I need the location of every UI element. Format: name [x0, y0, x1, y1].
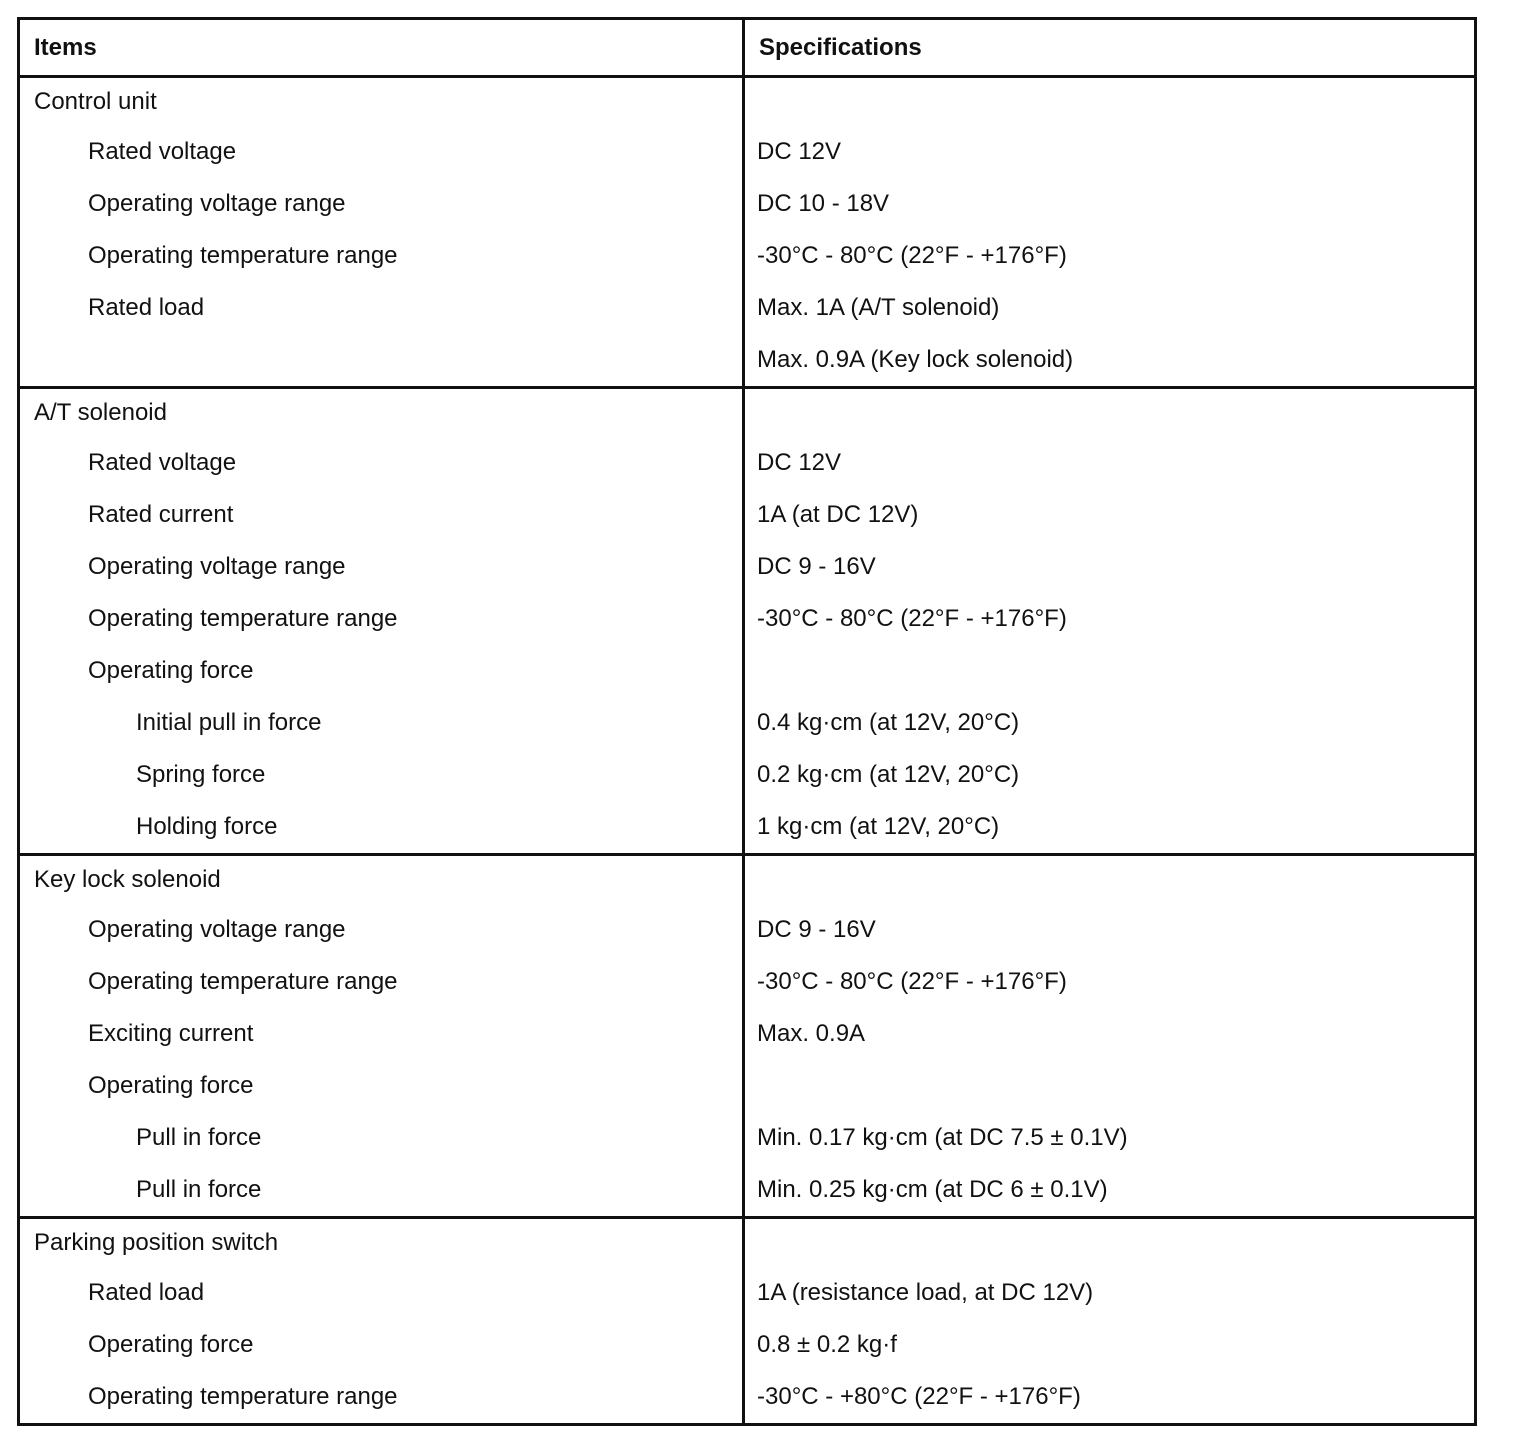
row-item: Holding force — [20, 801, 745, 853]
table-row — [20, 489, 1474, 541]
table-row — [20, 1008, 1474, 1060]
row-spec: DC 9 - 16V — [757, 916, 876, 943]
row-spec — [745, 1060, 1474, 1112]
row-spec: -30°C - +80°C (22°F - +176°F) — [757, 1383, 1081, 1410]
table-row — [20, 541, 1474, 593]
row-spec: DC 12V — [757, 449, 842, 476]
row-spec: Min. 0.17 kg·cm (at DC 7.5 ± 0.1V) — [757, 1124, 1128, 1151]
row-spec: DC 12V — [757, 138, 842, 165]
table-row — [20, 1371, 1474, 1423]
table-row — [20, 1060, 1474, 1112]
table-row — [20, 956, 1474, 1008]
table-group — [20, 78, 1474, 389]
row-item: Exciting current — [20, 1008, 745, 1060]
row-spec — [745, 645, 1474, 697]
group-title: Control unit — [20, 78, 745, 126]
header-specifications: Specifications — [759, 34, 922, 61]
row-spec: -30°C - 80°C (22°F - +176°F) — [757, 968, 1067, 995]
table-row — [20, 749, 1474, 801]
table-group — [20, 389, 1474, 856]
row-spec: -30°C - 80°C (22°F - +176°F) — [757, 605, 1067, 632]
row-item: Operating force — [20, 645, 745, 697]
row-spec: -30°C - 80°C (22°F - +176°F) — [757, 242, 1067, 269]
table-row — [20, 437, 1474, 489]
row-item: Pull in force — [20, 1164, 745, 1216]
table-row — [20, 1112, 1474, 1164]
spec-table — [17, 17, 1477, 1426]
row-item: Rated voltage — [20, 437, 745, 489]
row-item: Rated voltage — [20, 126, 745, 178]
table-row — [20, 178, 1474, 230]
table-row — [20, 645, 1474, 697]
group-title-row — [20, 78, 1474, 126]
group-title-row — [20, 389, 1474, 437]
row-spec: 0.8 ± 0.2 kg·f — [757, 1331, 897, 1358]
row-item: Operating temperature range — [20, 593, 745, 645]
row-item: Initial pull in force — [20, 697, 745, 749]
group-title-spec-empty — [745, 78, 1474, 126]
group-title: A/T solenoid — [20, 389, 745, 437]
table-row — [20, 1164, 1474, 1216]
row-item: Operating force — [20, 1319, 745, 1371]
row-item: Rated load — [20, 282, 745, 334]
row-item — [20, 334, 745, 386]
group-title-row — [20, 1219, 1474, 1267]
row-spec: DC 10 - 18V — [757, 190, 890, 217]
table-row — [20, 282, 1474, 334]
row-spec: DC 9 - 16V — [757, 553, 876, 580]
group-title-row — [20, 856, 1474, 904]
row-item: Operating voltage range — [20, 541, 745, 593]
table-header — [20, 20, 1474, 78]
table-row — [20, 230, 1474, 282]
table-row — [20, 1267, 1474, 1319]
group-title: Parking position switch — [20, 1219, 745, 1267]
group-title-spec-empty — [745, 1219, 1474, 1267]
group-title: Key lock solenoid — [20, 856, 745, 904]
table-row — [20, 697, 1474, 749]
row-item: Operating voltage range — [20, 178, 745, 230]
row-item: Spring force — [20, 749, 745, 801]
row-spec: Max. 1A (A/T solenoid) — [757, 294, 1000, 321]
row-spec: Max. 0.9A (Key lock solenoid) — [757, 346, 1074, 373]
table-row — [20, 1319, 1474, 1371]
table-row — [20, 126, 1474, 178]
row-spec: Max. 0.9A — [757, 1020, 866, 1047]
row-item: Rated load — [20, 1267, 745, 1319]
table-group — [20, 1219, 1474, 1423]
row-item: Operating temperature range — [20, 1371, 745, 1423]
row-spec: 1A (resistance load, at DC 12V) — [757, 1279, 1094, 1306]
group-title-spec-empty — [745, 856, 1474, 904]
row-spec: 0.2 kg·cm (at 12V, 20°C) — [757, 761, 1020, 788]
row-spec: 0.4 kg·cm (at 12V, 20°C) — [757, 709, 1020, 736]
row-spec: 1A (at DC 12V) — [757, 501, 919, 528]
row-spec: 1 kg·cm (at 12V, 20°C) — [757, 813, 1000, 840]
row-item: Operating temperature range — [20, 956, 745, 1008]
row-item: Operating force — [20, 1060, 745, 1112]
row-item: Pull in force — [20, 1112, 745, 1164]
table-row — [20, 904, 1474, 956]
group-title-spec-empty — [745, 389, 1474, 437]
row-item: Operating voltage range — [20, 904, 745, 956]
table-group — [20, 856, 1474, 1219]
table-row — [20, 801, 1474, 853]
header-items: Items — [20, 20, 745, 75]
row-spec: Min. 0.25 kg·cm (at DC 6 ± 0.1V) — [757, 1176, 1108, 1203]
table-row — [20, 334, 1474, 386]
row-item: Rated current — [20, 489, 745, 541]
row-item: Operating temperature range — [20, 230, 745, 282]
table-body — [20, 78, 1474, 1423]
table-row — [20, 593, 1474, 645]
